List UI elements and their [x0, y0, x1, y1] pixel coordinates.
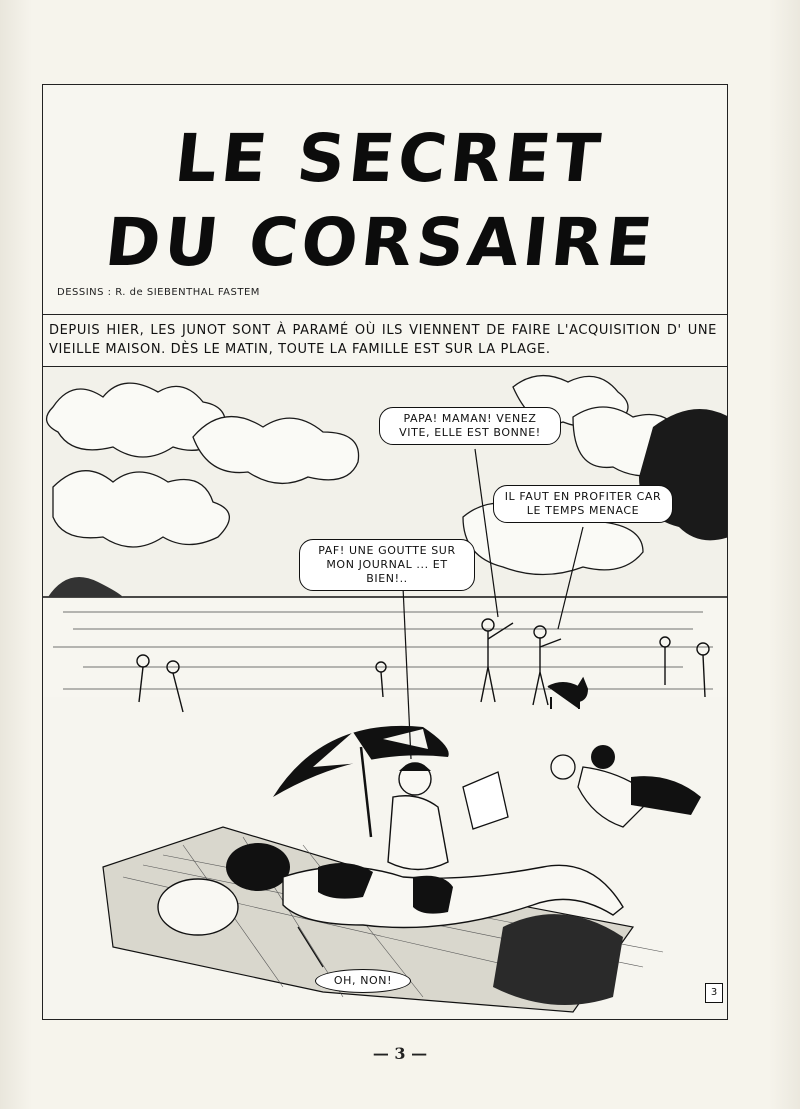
narration-caption: DEPUIS HIER, LES JUNOT SONT À PARAMÉ OÙ ILS VIENNENT DE FAIRE L'ACQUISITION D' UNE VIEILLE MAISON. DÈS LE MATIN, TOUTE LA FAMILLE EST SUR LA PLAGE. [49, 323, 717, 357]
comic-title [34, 117, 736, 285]
caption-block [43, 315, 727, 367]
speech-bubble-kids: PAPA! MAMAN! VENEZ VITE, ELLE EST BONNE! [379, 407, 561, 445]
speech-bubble-weather: IL FAUT EN PROFITER CAR LE TEMPS MENACE [493, 485, 673, 523]
beach-panel [43, 367, 727, 1019]
page-number: — 3 — [372, 1044, 428, 1063]
title-block [43, 85, 727, 315]
credits: DESSINS : R. de SIEBENTHAL FASTEM [57, 287, 260, 298]
panel-number: 3 [705, 983, 723, 1003]
beach-illustration [43, 367, 727, 1019]
speech-bubble-mother: OH, NON! [315, 969, 411, 993]
title-line-1: LE SECRET [171, 120, 608, 197]
speech-bubble-father: PAF! UNE GOUTTE SUR MON JOURNAL ... ET BIEN!.. [299, 539, 475, 591]
title-line-2: DU CORSAIRE [101, 204, 660, 281]
comic-frame [42, 84, 728, 1020]
